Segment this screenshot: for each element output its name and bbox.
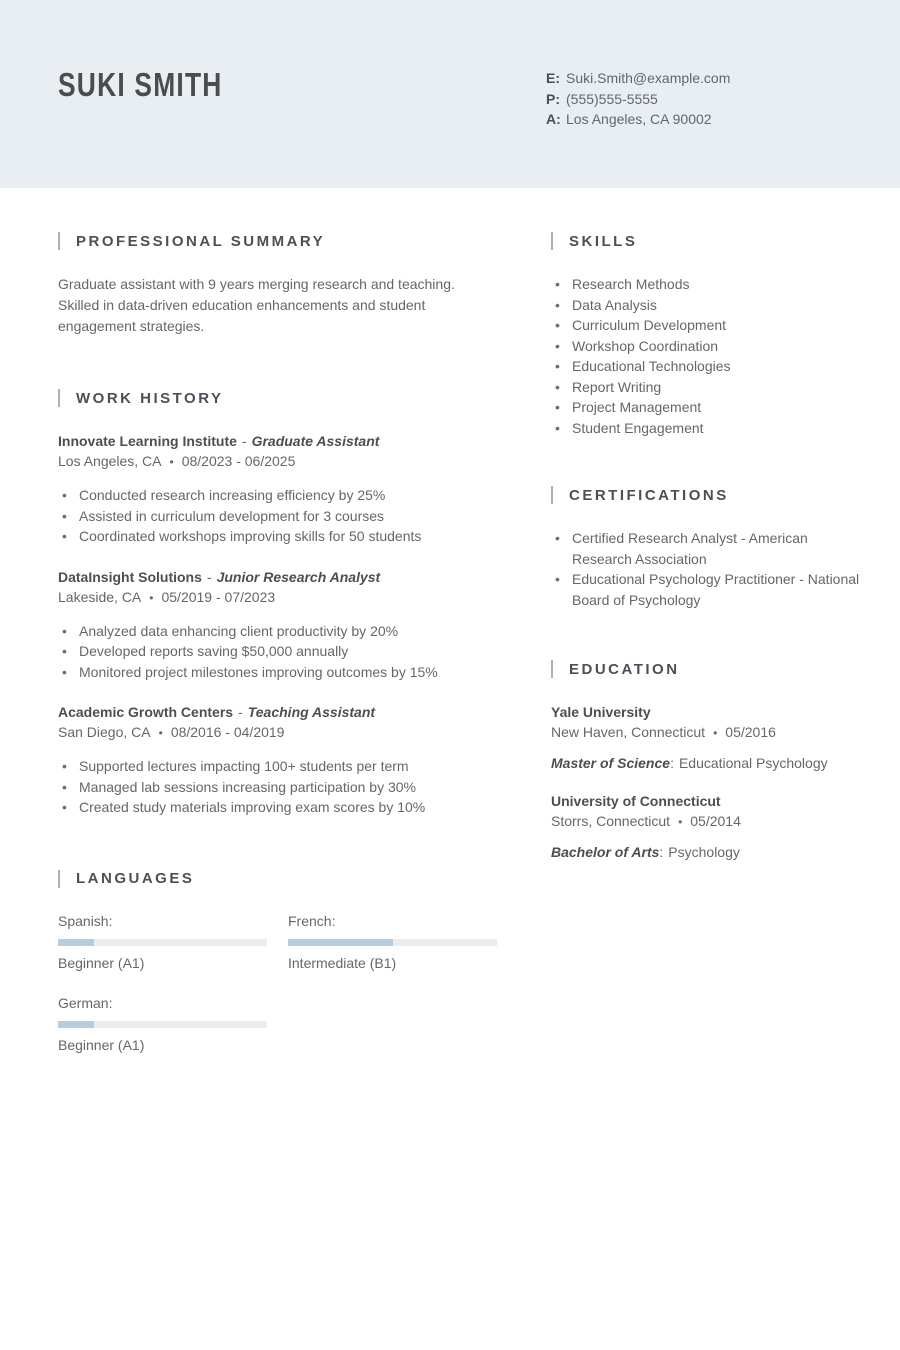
dot-separator: • xyxy=(713,726,718,740)
job-bullet: • Coordinated workshops improving skills for 50 students xyxy=(58,526,495,547)
language-name: French: xyxy=(288,912,336,929)
left-column xyxy=(58,232,495,1106)
job-bullet-list xyxy=(58,621,495,683)
job-entry xyxy=(58,702,495,818)
skill-item: • Educational Technologies xyxy=(551,356,862,377)
job-title-line xyxy=(58,702,495,722)
job-role: Graduate Assistant xyxy=(251,433,380,449)
job-role: Teaching Assistant xyxy=(247,704,376,720)
job-title-line xyxy=(58,567,495,587)
email-value: Suki.Smith@example.com xyxy=(566,70,731,86)
section-languages xyxy=(58,870,495,1054)
degree-line xyxy=(551,753,862,773)
job-meta-line xyxy=(58,722,495,744)
language-proficiency-fill xyxy=(58,1021,94,1028)
job-dates: 08/2023 - 06/2025 xyxy=(181,453,296,469)
job-bullet: • Supported lectures impacting 100+ students per term xyxy=(58,756,495,777)
job-bullet: • Conducted research increasing efficiency by 25% xyxy=(58,485,495,506)
job-title-line xyxy=(58,431,495,451)
email-label: E: xyxy=(546,70,560,86)
heading-pipe xyxy=(58,389,60,407)
languages-grid xyxy=(58,912,495,1054)
phone-value: (555)555-5555 xyxy=(566,90,658,107)
language-level: Beginner (A1) xyxy=(58,1036,145,1053)
contact-phone-row xyxy=(546,89,730,110)
education-entry xyxy=(551,791,862,862)
job-role: Junior Research Analyst xyxy=(216,568,381,585)
degree-name: Master of Science xyxy=(551,755,671,771)
education-entry xyxy=(551,702,862,773)
summary-heading xyxy=(58,232,495,250)
skill-item: • Report Writing xyxy=(551,377,862,398)
job-location: San Diego, CA xyxy=(58,724,151,740)
job-meta-line xyxy=(58,587,495,609)
job-entry xyxy=(58,431,495,547)
job-company: Innovate Learning Institute xyxy=(58,433,237,449)
heading-pipe xyxy=(58,232,60,250)
languages-heading xyxy=(58,870,495,888)
dot-separator: • xyxy=(678,815,683,829)
skills-heading xyxy=(551,232,862,250)
right-column xyxy=(551,232,862,1106)
skill-item: • Student Engagement xyxy=(551,418,862,439)
job-dates: 05/2019 - 07/2023 xyxy=(161,588,276,605)
language-proficiency-fill xyxy=(288,939,393,946)
job-bullet: • Managed lab sessions increasing participation by 30% xyxy=(58,777,495,798)
job-separator: - xyxy=(238,704,243,720)
language-proficiency-bar xyxy=(58,939,267,946)
job-bullet-list xyxy=(58,485,495,547)
degree-line xyxy=(551,842,862,862)
certifications-list xyxy=(551,528,862,610)
degree-field: Psychology xyxy=(668,844,740,860)
school-location: New Haven, Connecticut xyxy=(551,724,706,740)
contact-email-row xyxy=(546,68,730,89)
job-location: Lakeside, CA xyxy=(58,588,142,605)
school-date: 05/2014 xyxy=(690,813,741,829)
job-location: Los Angeles, CA xyxy=(58,453,162,469)
job-bullet: • Monitored project milestones improving outcomes by 15% xyxy=(58,662,495,683)
section-certifications xyxy=(551,486,862,610)
skill-item: • Project Management xyxy=(551,397,862,418)
school-meta-line xyxy=(551,722,862,744)
language-entry-french xyxy=(288,912,497,972)
job-meta-line xyxy=(58,451,495,473)
dot-separator: • xyxy=(149,590,154,605)
skills-heading-label: SKILLS xyxy=(569,232,638,250)
job-dates: 08/2016 - 04/2019 xyxy=(170,724,285,740)
heading-pipe xyxy=(551,486,553,504)
job-bullet: • Created study materials improving exam scores by 10% xyxy=(58,797,495,818)
candidate-name: SUKI SMITH xyxy=(58,66,223,103)
language-entry-spanish xyxy=(58,912,267,972)
resume-body xyxy=(0,188,900,1106)
summary-heading-label: PROFESSIONAL SUMMARY xyxy=(76,232,326,250)
language-name: Spanish: xyxy=(58,912,113,929)
school-name: Yale University xyxy=(551,704,651,720)
dot-separator: • xyxy=(158,726,163,740)
skill-item: • Research Methods xyxy=(551,274,862,295)
job-bullet: • Analyzed data enhancing client productivity by 20% xyxy=(58,621,495,642)
school-meta-line xyxy=(551,811,862,833)
section-work-history xyxy=(58,389,495,818)
section-skills xyxy=(551,232,862,438)
school-location: Storrs, Connecticut xyxy=(551,813,671,829)
language-entry-german xyxy=(58,994,267,1054)
language-level: Beginner (A1) xyxy=(58,954,145,971)
language-level: Intermediate (B1) xyxy=(288,954,397,971)
certification-item: • Certified Research Analyst - American Research Association xyxy=(551,528,862,569)
certifications-heading-label: CERTIFICATIONS xyxy=(569,486,729,504)
education-heading-label: EDUCATION xyxy=(569,660,680,678)
degree-separator: : xyxy=(659,844,664,860)
job-bullet: • Assisted in curriculum development for 3 courses xyxy=(58,506,495,527)
certifications-heading xyxy=(551,486,862,504)
language-name: German: xyxy=(58,994,113,1011)
heading-pipe xyxy=(551,660,553,678)
degree-name: Bachelor of Arts xyxy=(551,844,660,860)
skill-item: • Workshop Coordination xyxy=(551,336,862,357)
education-heading xyxy=(551,660,862,678)
job-separator: - xyxy=(206,568,212,585)
job-company: Academic Growth Centers xyxy=(58,704,234,720)
resume-header xyxy=(0,0,900,188)
section-education xyxy=(551,660,862,862)
degree-separator: : xyxy=(670,755,674,771)
section-professional-summary xyxy=(58,232,495,337)
job-entry xyxy=(58,567,495,683)
school-date: 05/2016 xyxy=(725,724,776,740)
school-name: University of Connecticut xyxy=(551,793,721,809)
phone-label: P: xyxy=(546,90,560,107)
heading-pipe xyxy=(58,870,60,888)
degree-field: Educational Psychology xyxy=(678,755,828,771)
work-history-heading-label: WORK HISTORY xyxy=(76,389,224,407)
contact-block xyxy=(546,68,730,130)
language-proficiency-bar xyxy=(288,939,497,946)
job-bullet-list xyxy=(58,756,495,818)
work-history-heading xyxy=(58,389,495,407)
job-bullet: • Developed reports saving $50,000 annually xyxy=(58,641,495,662)
certification-item: • Educational Psychology Practitioner - National Board of Psychology xyxy=(551,569,862,610)
skills-list xyxy=(551,274,862,438)
skill-item: • Curriculum Development xyxy=(551,315,862,336)
job-separator: - xyxy=(241,433,247,449)
language-proficiency-bar xyxy=(58,1021,267,1028)
address-value: Los Angeles, CA 90002 xyxy=(566,111,712,127)
languages-heading-label: LANGUAGES xyxy=(76,870,195,887)
dot-separator: • xyxy=(169,455,174,469)
summary-text: Graduate assistant with 9 years merging research and teaching. Skilled in data-driven education enhancements and student engagement strategies. xyxy=(58,276,455,334)
language-proficiency-fill xyxy=(58,939,94,946)
contact-address-row xyxy=(546,109,730,130)
heading-pipe xyxy=(551,232,553,250)
skill-item: • Data Analysis xyxy=(551,295,862,316)
address-label: A: xyxy=(546,111,561,127)
job-company: DataInsight Solutions xyxy=(58,568,202,585)
